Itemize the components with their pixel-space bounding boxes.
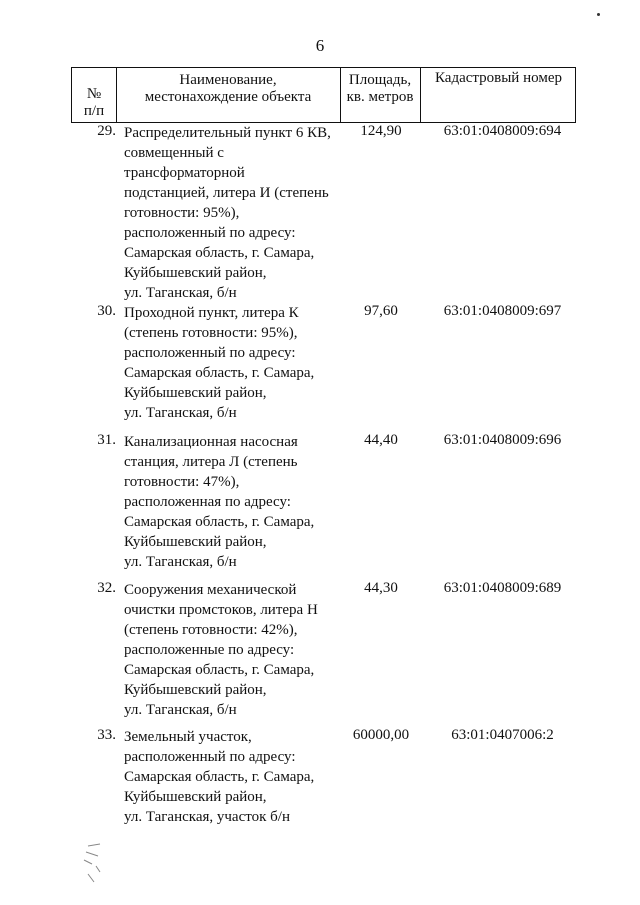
header-num bbox=[72, 86, 116, 120]
row-area: 44,30 bbox=[364, 580, 398, 596]
header-name-line: местонахождение объекта bbox=[144, 89, 312, 105]
row-number: 31. bbox=[97, 432, 116, 448]
description-line: Канализационная насосная bbox=[124, 434, 298, 450]
description-line: ул. Таганская, участок б/н bbox=[124, 809, 290, 825]
description-line: подстанцией, литера И (степень bbox=[124, 185, 329, 201]
header-cadastral: Кадастровый номер bbox=[435, 70, 562, 86]
row-cadastral-number: 63:01:0408009:694 bbox=[443, 123, 562, 139]
description-line: расположенный по адресу: bbox=[124, 225, 296, 241]
description-line: ул. Таганская, б/н bbox=[124, 702, 237, 718]
header-area bbox=[340, 72, 420, 106]
description-line: ул. Таганская, б/н bbox=[124, 554, 237, 570]
row-description bbox=[124, 580, 344, 720]
row-area: 44,40 bbox=[364, 432, 398, 448]
description-line: Самарская область, г. Самара, bbox=[124, 769, 315, 785]
header-num-line: п/п bbox=[83, 103, 105, 119]
description-line: очистки промстоков, литера Н bbox=[124, 602, 318, 618]
row-cadastral-number: 63:01:0408009:697 bbox=[443, 303, 562, 319]
description-line: трансформаторной bbox=[124, 165, 245, 181]
description-line: Проходной пункт, литера К bbox=[124, 305, 299, 321]
description-line: расположенные по адресу: bbox=[124, 642, 295, 658]
row-cadastral-number: 63:01:0408009:689 bbox=[443, 580, 562, 596]
description-line: Самарская область, г. Самара, bbox=[124, 365, 315, 381]
description-line: расположенный по адресу: bbox=[124, 345, 296, 361]
scan-mark-icon bbox=[78, 842, 108, 888]
row-description bbox=[124, 303, 344, 423]
scan-mark bbox=[78, 842, 108, 888]
description-line: готовности: 95%), bbox=[124, 205, 240, 221]
description-line: Сооружения механической bbox=[124, 582, 297, 598]
header-area-line: кв. метров bbox=[346, 89, 414, 105]
description-line: Самарская область, г. Самара, bbox=[124, 514, 315, 530]
row-description bbox=[124, 727, 344, 827]
row-cadastral-number: 63:01:0408009:696 bbox=[443, 432, 562, 448]
description-line: (степень готовности: 95%), bbox=[124, 325, 298, 341]
description-line: Самарская область, г. Самара, bbox=[124, 245, 315, 261]
description-line: Самарская область, г. Самара, bbox=[124, 662, 315, 678]
row-description bbox=[124, 432, 344, 572]
description-line: ул. Таганская, б/н bbox=[124, 405, 237, 421]
description-line: ул. Таганская, б/н bbox=[124, 285, 237, 301]
row-area: 97,60 bbox=[364, 303, 398, 319]
row-area: 60000,00 bbox=[352, 727, 410, 743]
header-area-line: Площадь, bbox=[348, 72, 412, 88]
description-line: Распределительный пункт 6 КВ, bbox=[124, 125, 331, 141]
description-line: Куйбышевский район, bbox=[124, 534, 267, 550]
row-number: 29. bbox=[97, 123, 116, 139]
header-num-line: № bbox=[86, 86, 102, 102]
description-line: Куйбышевский район, bbox=[124, 265, 267, 281]
header-name-line: Наименование, bbox=[179, 72, 277, 88]
description-line: совмещенный с bbox=[124, 145, 224, 161]
description-line: Куйбышевский район, bbox=[124, 789, 267, 805]
description-line: (степень готовности: 42%), bbox=[124, 622, 298, 638]
page-number: 6 bbox=[315, 36, 325, 55]
description-line: станция, литера Л (степень bbox=[124, 454, 298, 470]
row-number: 30. bbox=[97, 303, 116, 319]
scan-artifact-dot bbox=[597, 13, 600, 16]
row-area: 124,90 bbox=[360, 123, 402, 139]
row-number: 33. bbox=[97, 727, 116, 743]
description-line: Куйбышевский район, bbox=[124, 385, 267, 401]
description-line: готовности: 47%), bbox=[124, 474, 240, 490]
description-line: расположенный по адресу: bbox=[124, 749, 296, 765]
description-line: Земельный участок, bbox=[124, 729, 252, 745]
row-cadastral-number: 63:01:0407006:2 bbox=[451, 727, 554, 743]
row-description bbox=[124, 123, 344, 303]
table-header bbox=[71, 67, 576, 123]
header-name bbox=[116, 72, 340, 106]
description-line: Куйбышевский район, bbox=[124, 682, 267, 698]
description-line: расположенная по адресу: bbox=[124, 494, 291, 510]
row-number: 32. bbox=[97, 580, 116, 596]
